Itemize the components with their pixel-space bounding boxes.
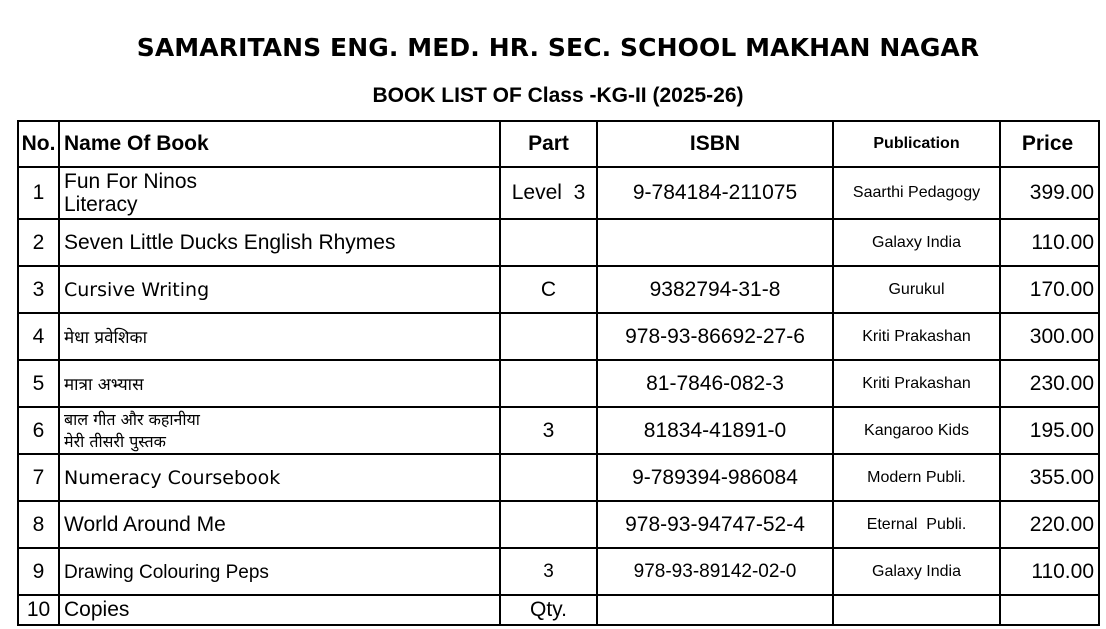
row-isbn: 9-789394-986084 xyxy=(597,454,833,501)
row-publication: Galaxy India xyxy=(833,219,1000,266)
row-price: 110.00 xyxy=(1000,548,1099,595)
row-publication: Kriti Prakashan xyxy=(833,313,1000,360)
row-part xyxy=(500,219,597,266)
row-price: 399.00 xyxy=(1000,167,1099,219)
table-row xyxy=(18,167,1099,219)
row-name xyxy=(59,595,500,625)
row-publication xyxy=(833,595,1000,625)
row-part xyxy=(500,313,597,360)
book-name-line: बाल गीत और कहानीया xyxy=(64,409,200,429)
row-publication: Kriti Prakashan xyxy=(833,360,1000,407)
row-publication: Gurukul xyxy=(833,266,1000,313)
book-name-line: मेधा प्रवेशिका xyxy=(64,327,147,348)
row-price: 230.00 xyxy=(1000,360,1099,407)
row-price: 355.00 xyxy=(1000,454,1099,501)
row-isbn: 978-93-89142-02-0 xyxy=(597,548,833,595)
row-no: 10 xyxy=(18,595,59,625)
row-price: 170.00 xyxy=(1000,266,1099,313)
col-header-no: No. xyxy=(18,121,59,167)
table-row xyxy=(18,595,1099,625)
row-name xyxy=(59,219,500,266)
row-name xyxy=(59,360,500,407)
row-name xyxy=(59,454,500,501)
row-no: 5 xyxy=(18,360,59,407)
col-header-name: Name Of Book xyxy=(59,121,500,167)
row-isbn xyxy=(597,219,833,266)
book-name-line: Cursive Writing xyxy=(64,278,210,301)
book-name-line: मात्रा अभ्यास xyxy=(64,374,144,395)
row-no: 8 xyxy=(18,501,59,548)
book-name-line: Fun For Ninos xyxy=(64,170,198,193)
row-no: 9 xyxy=(18,548,59,595)
table-row xyxy=(18,266,1099,313)
row-part: C xyxy=(500,266,597,313)
row-part xyxy=(500,501,597,548)
book-list-table xyxy=(17,120,1100,626)
row-isbn: 978-93-94747-52-4 xyxy=(597,501,833,548)
row-part: Qty. xyxy=(500,595,597,625)
row-name xyxy=(59,548,500,595)
row-part: Level 3 xyxy=(500,167,597,219)
row-no: 3 xyxy=(18,266,59,313)
col-header-price: Price xyxy=(1000,121,1099,167)
row-part xyxy=(500,360,597,407)
row-part: 3 xyxy=(500,407,597,454)
table-header-row xyxy=(18,121,1099,167)
row-name xyxy=(59,407,500,454)
row-no: 2 xyxy=(18,219,59,266)
row-name xyxy=(59,266,500,313)
row-price: 300.00 xyxy=(1000,313,1099,360)
book-name-line: मेरी तीसरी पुस्तक xyxy=(64,431,166,451)
row-part: 3 xyxy=(500,548,597,595)
row-price: 195.00 xyxy=(1000,407,1099,454)
row-price xyxy=(1000,595,1099,625)
book-name-line: Numeracy Coursebook xyxy=(64,466,281,489)
book-name-line: World Around Me xyxy=(64,512,226,536)
book-list-title: BOOK LIST OF Class -KG-II (2025-26) xyxy=(372,84,744,107)
row-no: 1 xyxy=(18,167,59,219)
row-name xyxy=(59,313,500,360)
book-name-line: Seven Little Ducks English Rhymes xyxy=(64,230,396,254)
row-publication: Kangaroo Kids xyxy=(833,407,1000,454)
row-isbn: 9-784184-211075 xyxy=(597,167,833,219)
row-no: 4 xyxy=(18,313,59,360)
table-row xyxy=(18,501,1099,548)
col-header-isbn: ISBN xyxy=(597,121,833,167)
row-isbn xyxy=(597,595,833,625)
table-row xyxy=(18,219,1099,266)
row-no: 7 xyxy=(18,454,59,501)
table-row xyxy=(18,360,1099,407)
row-isbn: 978-93-86692-27-6 xyxy=(597,313,833,360)
table-row xyxy=(18,407,1099,454)
col-header-publication: Publication xyxy=(833,121,1000,167)
row-price: 220.00 xyxy=(1000,501,1099,548)
table-row xyxy=(18,313,1099,360)
row-part xyxy=(500,454,597,501)
table-row xyxy=(18,454,1099,501)
school-title: SAMARITANS ENG. MED. HR. SEC. SCHOOL MAKHAN NAGAR xyxy=(136,33,980,62)
row-no: 6 xyxy=(18,407,59,454)
row-price: 110.00 xyxy=(1000,219,1099,266)
book-name-line: Copies xyxy=(64,598,130,621)
row-name xyxy=(59,167,500,219)
row-publication: Eternal Publi. xyxy=(833,501,1000,548)
book-name-line: Drawing Colouring Peps xyxy=(64,561,269,583)
table-row xyxy=(18,548,1099,595)
row-publication: Modern Publi. xyxy=(833,454,1000,501)
book-name-line: Literacy xyxy=(64,193,138,216)
row-name xyxy=(59,501,500,548)
row-publication: Saarthi Pedagogy xyxy=(833,167,1000,219)
row-isbn: 81-7846-082-3 xyxy=(597,360,833,407)
row-isbn: 9382794-31-8 xyxy=(597,266,833,313)
row-publication: Galaxy India xyxy=(833,548,1000,595)
col-header-part: Part xyxy=(500,121,597,167)
row-isbn: 81834-41891-0 xyxy=(597,407,833,454)
